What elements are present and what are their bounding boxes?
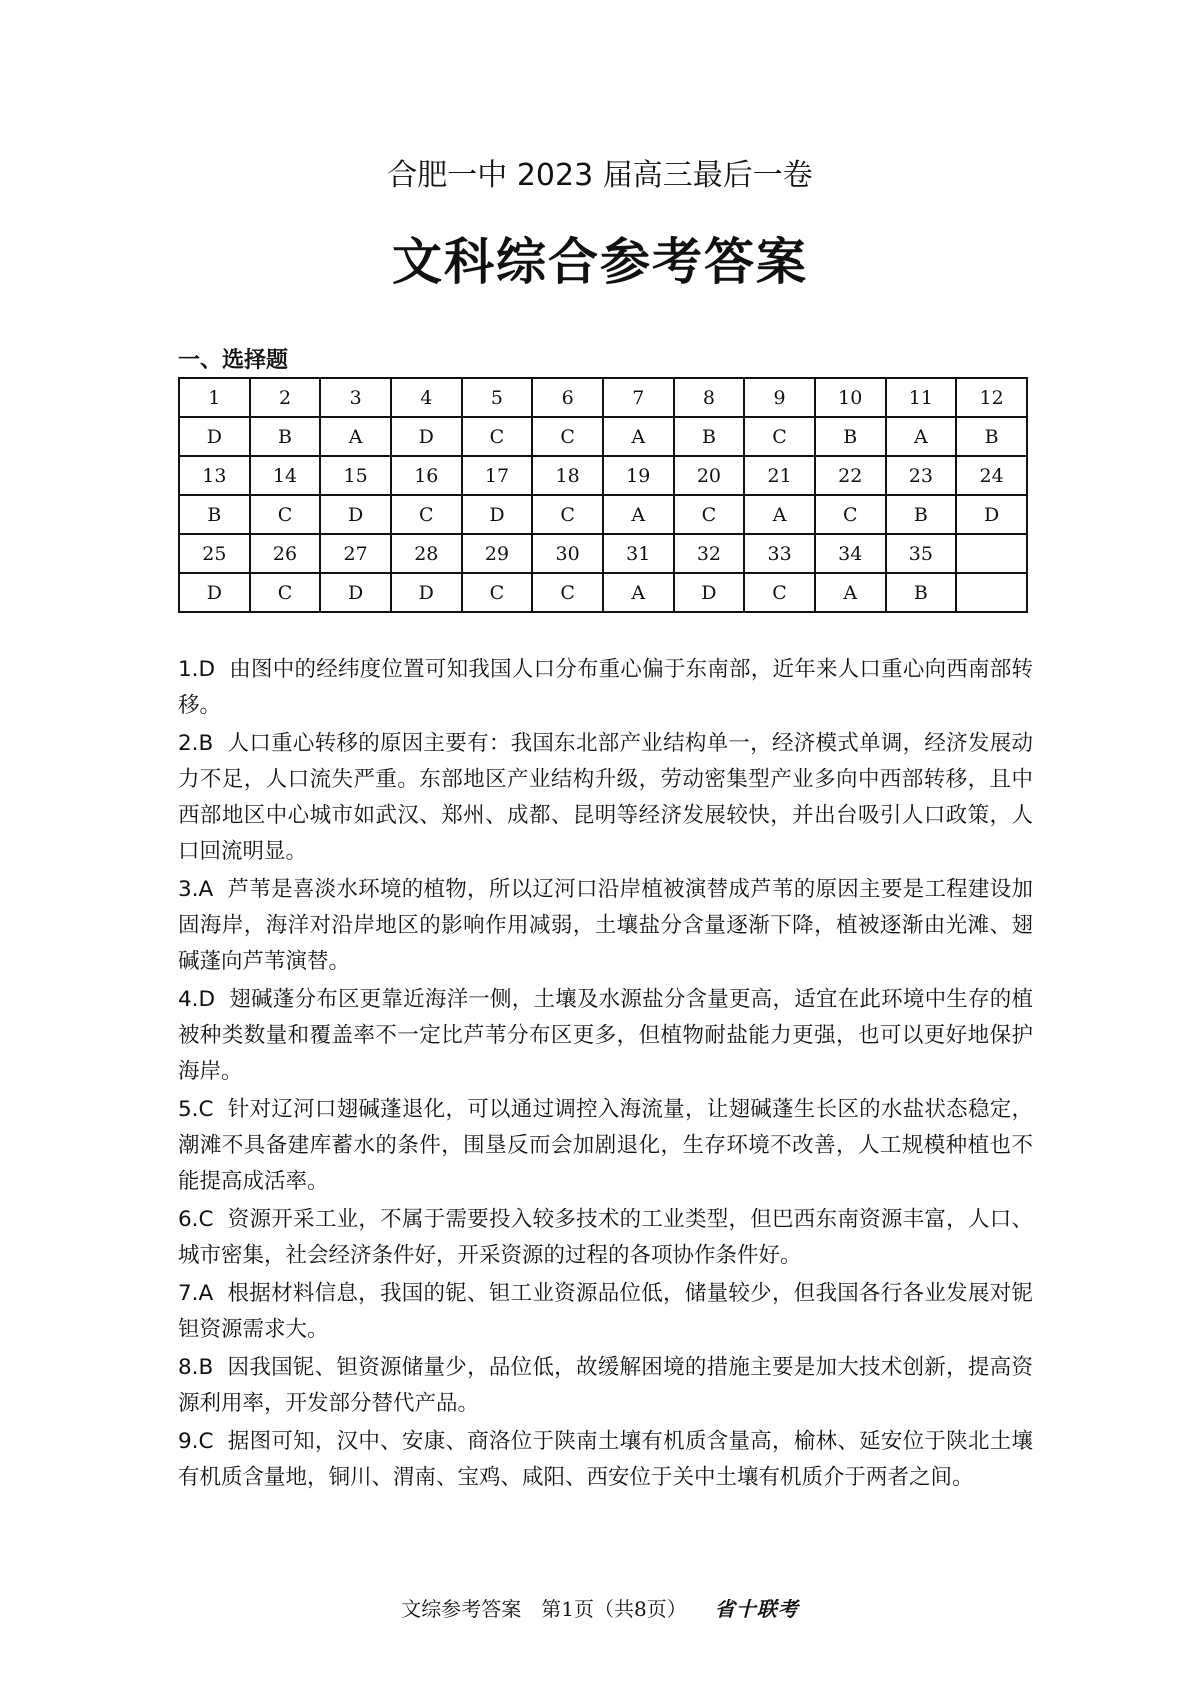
question-number-row	[179, 378, 1027, 417]
answer-cell: C	[532, 495, 603, 534]
answer-cell: D	[674, 573, 745, 612]
question-number-row	[179, 456, 1027, 495]
answer-cell: C	[815, 495, 886, 534]
question-number-cell: 6	[532, 378, 603, 417]
answer-cell: D	[956, 495, 1027, 534]
explanation-text: 人口重心转移的原因主要有：我国东北部产业结构单一，经济模式单调，经济发展动力不足，人口流失严重。东部地区产业结构升级，劳动密集型产业多向中西部转移，且中西部地区中心城市如武汉、郑州、成都、昆明等经济发展较快，并出台吸引人口政策，人口回流明显。	[178, 731, 1033, 864]
question-number-cell: 21	[744, 456, 815, 495]
answer-row	[179, 495, 1027, 534]
question-number-cell: 24	[956, 456, 1027, 495]
question-number-cell: 23	[886, 456, 957, 495]
question-number-cell: 12	[956, 378, 1027, 417]
explanation-text: 芦苇是喜淡水环境的植物，所以辽河口沿岸植被演替成芦苇的原因主要是工程建设加固海岸，海洋对沿岸地区的影响作用减弱，土壤盐分含量逐渐下降，植被逐渐由光滩、翅碱蓬向芦苇演替。	[178, 877, 1033, 974]
answer-cell: C	[250, 573, 321, 612]
explanation-item	[178, 982, 1033, 1090]
explanation-text: 据图可知，汉中、安康、商洛位于陕南土壤有机质含量高，榆林、延安位于陕北土壤有机质含量地，铜川、渭南、宝鸡、咸阳、西安位于关中土壤有机质介于两者之间。	[178, 1429, 1033, 1490]
explanation-answer: 4.D	[178, 987, 216, 1012]
answer-cell: D	[391, 573, 462, 612]
section-heading: 一、选择题	[178, 348, 289, 373]
answer-cell: C	[744, 417, 815, 456]
question-number-cell: 31	[603, 534, 674, 573]
question-number-cell	[956, 534, 1027, 573]
question-number-cell: 8	[674, 378, 745, 417]
explanation-answer: 7.A	[178, 1281, 214, 1306]
question-number-cell: 5	[462, 378, 533, 417]
answer-cell: C	[674, 495, 745, 534]
question-number-cell: 9	[744, 378, 815, 417]
answer-cell: A	[886, 417, 957, 456]
answer-cell: C	[462, 573, 533, 612]
explanation-item	[178, 652, 1033, 724]
answer-cell: C	[532, 417, 603, 456]
question-number-cell: 35	[886, 534, 957, 573]
question-number-cell: 20	[674, 456, 745, 495]
explanation-text: 因我国铌、钽资源储量少，品位低，故缓解困境的措施主要是加大技术创新，提高资源利用率，开发部分替代产品。	[178, 1355, 1033, 1416]
explanation-item	[178, 1424, 1033, 1496]
explanation-text: 由图中的经纬度位置可知我国人口分布重心偏于东南部，近年来人口重心向西南部转移。	[178, 657, 1033, 718]
question-number-cell: 28	[391, 534, 462, 573]
question-number-cell: 25	[179, 534, 250, 573]
answer-cell: B	[250, 417, 321, 456]
answer-cell	[956, 573, 1027, 612]
explanation-answer: 8.B	[178, 1355, 214, 1380]
answer-cell: D	[179, 417, 250, 456]
answer-cell: B	[815, 417, 886, 456]
answer-cell: D	[179, 573, 250, 612]
page-footer	[0, 1593, 1200, 1622]
answer-cell: C	[250, 495, 321, 534]
explanation-answer: 3.A	[178, 877, 214, 902]
answer-cell: B	[179, 495, 250, 534]
answer-row	[179, 573, 1027, 612]
question-number-cell: 4	[391, 378, 462, 417]
question-number-cell: 19	[603, 456, 674, 495]
footer-stamp: 省十联考	[714, 1597, 799, 1621]
answer-row	[179, 417, 1027, 456]
answer-cell: D	[320, 495, 391, 534]
explanation-answer: 1.D	[178, 657, 216, 682]
answer-table	[178, 377, 1028, 613]
answer-cell: B	[886, 495, 957, 534]
answer-cell: A	[603, 495, 674, 534]
explanation-text: 针对辽河口翅碱蓬退化，可以通过调控入海流量，让翅碱蓬生长区的水盐状态稳定，潮滩不具备建库蓄水的条件，围垦反而会加剧退化，生存环境不改善，人工规模种植也不能提高成活率。	[178, 1097, 1033, 1194]
explanation-item	[178, 1202, 1033, 1274]
question-number-row	[179, 534, 1027, 573]
question-number-cell: 7	[603, 378, 674, 417]
explanation-list	[178, 652, 1033, 1498]
answer-cell: C	[462, 417, 533, 456]
answer-cell: D	[391, 417, 462, 456]
question-number-cell: 11	[886, 378, 957, 417]
question-number-cell: 3	[320, 378, 391, 417]
explanation-item	[178, 1276, 1033, 1348]
question-number-cell: 17	[462, 456, 533, 495]
question-number-cell: 1	[179, 378, 250, 417]
explanation-text: 翅碱蓬分布区更靠近海洋一侧，土壤及水源盐分含量更高，适宜在此环境中生存的植被种类数量和覆盖率不一定比芦苇分布区更多，但植物耐盐能力更强，也可以更好地保护海岸。	[178, 987, 1033, 1084]
question-number-cell: 14	[250, 456, 321, 495]
question-number-cell: 16	[391, 456, 462, 495]
explanation-answer: 6.C	[178, 1207, 214, 1232]
question-number-cell: 13	[179, 456, 250, 495]
explanation-answer: 5.C	[178, 1097, 214, 1122]
answer-cell: A	[603, 417, 674, 456]
answer-cell: C	[744, 573, 815, 612]
explanation-answer: 2.B	[178, 731, 214, 756]
explanation-text: 资源开采工业，不属于需要投入较多技术的工业类型，但巴西东南资源丰富，人口、城市密集，社会经济条件好，开采资源的过程的各项协作条件好。	[178, 1207, 1033, 1268]
explanation-item	[178, 726, 1033, 870]
exam-subtitle: 合肥一中 2023 届高三最后一卷	[387, 158, 813, 193]
question-number-cell: 26	[250, 534, 321, 573]
answer-cell: D	[462, 495, 533, 534]
explanation-answer: 9.C	[178, 1429, 214, 1454]
question-number-cell: 34	[815, 534, 886, 573]
explanation-text: 根据材料信息，我国的铌、钽工业资源品位低，储量较少，但我国各行各业发展对铌钽资源需求大。	[178, 1281, 1033, 1342]
question-number-cell: 32	[674, 534, 745, 573]
answer-cell: A	[744, 495, 815, 534]
answer-cell: A	[603, 573, 674, 612]
answer-cell: D	[320, 573, 391, 612]
page-title: 文科综合参考答案	[392, 232, 808, 291]
question-number-cell: 10	[815, 378, 886, 417]
answer-cell: C	[532, 573, 603, 612]
question-number-cell: 29	[462, 534, 533, 573]
answer-cell: B	[886, 573, 957, 612]
question-number-cell: 22	[815, 456, 886, 495]
question-number-cell: 30	[532, 534, 603, 573]
explanation-item	[178, 1350, 1033, 1422]
answer-cell: B	[956, 417, 1027, 456]
question-number-cell: 2	[250, 378, 321, 417]
answer-cell: A	[320, 417, 391, 456]
explanation-item	[178, 1092, 1033, 1200]
explanation-item	[178, 872, 1033, 980]
answer-cell: A	[815, 573, 886, 612]
question-number-cell: 27	[320, 534, 391, 573]
footer-page-info: 文综参考答案 第1页（共8页）	[401, 1597, 687, 1621]
answer-cell: C	[391, 495, 462, 534]
question-number-cell: 18	[532, 456, 603, 495]
answer-cell: B	[674, 417, 745, 456]
question-number-cell: 15	[320, 456, 391, 495]
question-number-cell: 33	[744, 534, 815, 573]
